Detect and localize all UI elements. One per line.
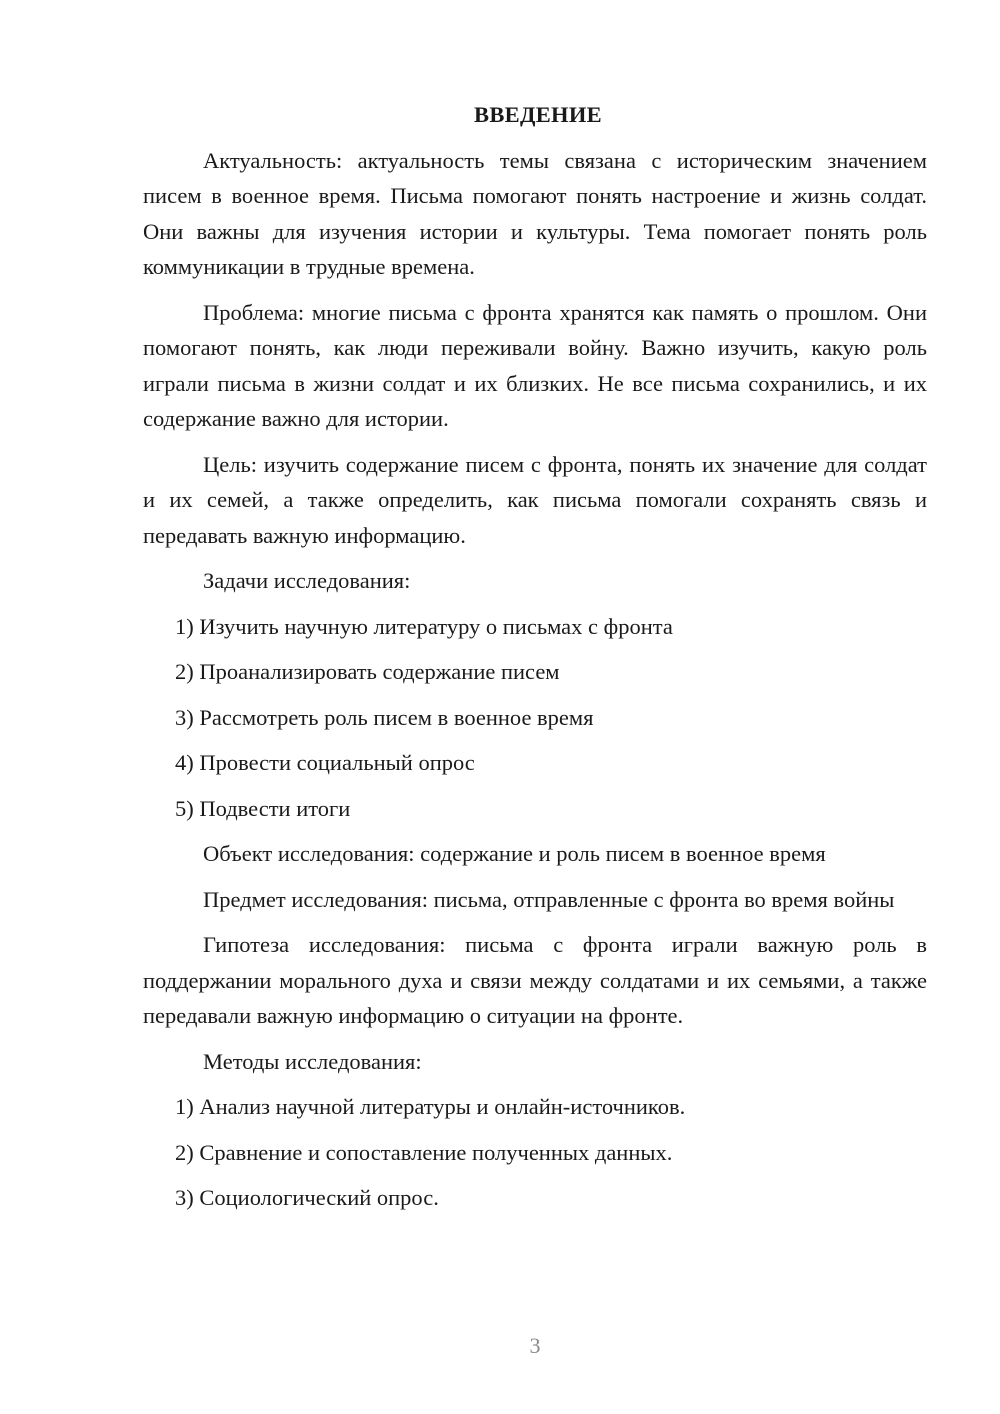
tasks-list-item: 4) Провести социальный опрос <box>175 750 475 775</box>
tasks-list-item: 1) Изучить научную литературу о письмах с фронта <box>175 613 673 639</box>
page-number: 3 <box>529 1333 541 1358</box>
tasks-heading: Задачи исследования: <box>203 568 411 593</box>
methods-list-item: 2) Сравнение и сопоставление полученных данных. <box>175 1139 673 1165</box>
hypothesis-paragraph: Гипотеза исследования: письма с фронта играли важную роль в поддержании морального духа и связи между солдатами и их семьями, а также передавали важную информацию о ситуации на фронте. <box>143 932 927 1028</box>
tasks-list-item: 5) Подвести итоги <box>175 795 351 821</box>
object-paragraph: Объект исследования: содержание и роль писем в военное время <box>203 841 826 866</box>
relevance-paragraph: Актуальность: актуальность темы связана с историческим значением писем в военное время. Письма помогают понять настроение и жизнь солдат. Они важны для изучения истории и культуры. Тема помогает понять роль коммуникации в трудные времена. <box>143 147 927 279</box>
subject-paragraph: Предмет исследования: письма, отправленные с фронта во время войны <box>203 886 895 912</box>
tasks-list-item: 2) Проанализировать содержание писем <box>175 659 560 684</box>
problem-paragraph: Проблема: многие письма с фронта хранятся как память о прошлом. Они помогают понять, как люди переживали войну. Важно изучить, какую роль играли письма в жизни солдат и их близких. Не все письма сохранились, и их содержание важно для истории. <box>143 299 927 431</box>
page-title: ВВЕДЕНИЕ <box>474 102 602 127</box>
tasks-list-item: 3) Рассмотреть роль писем в военное время <box>175 704 594 730</box>
goal-paragraph: Цель: изучить содержание писем с фронта, понять их значение для солдат и их семей, а также определить, как письма помогали сохранять связь и передавать важную информацию. <box>143 451 927 548</box>
methods-list-item: 3) Социологический опрос. <box>175 1185 439 1210</box>
page-content <box>143 97 927 1226</box>
methods-heading: Методы исследования: <box>203 1048 422 1074</box>
methods-list-item: 1) Анализ научной литературы и онлайн-источников. <box>175 1094 686 1119</box>
